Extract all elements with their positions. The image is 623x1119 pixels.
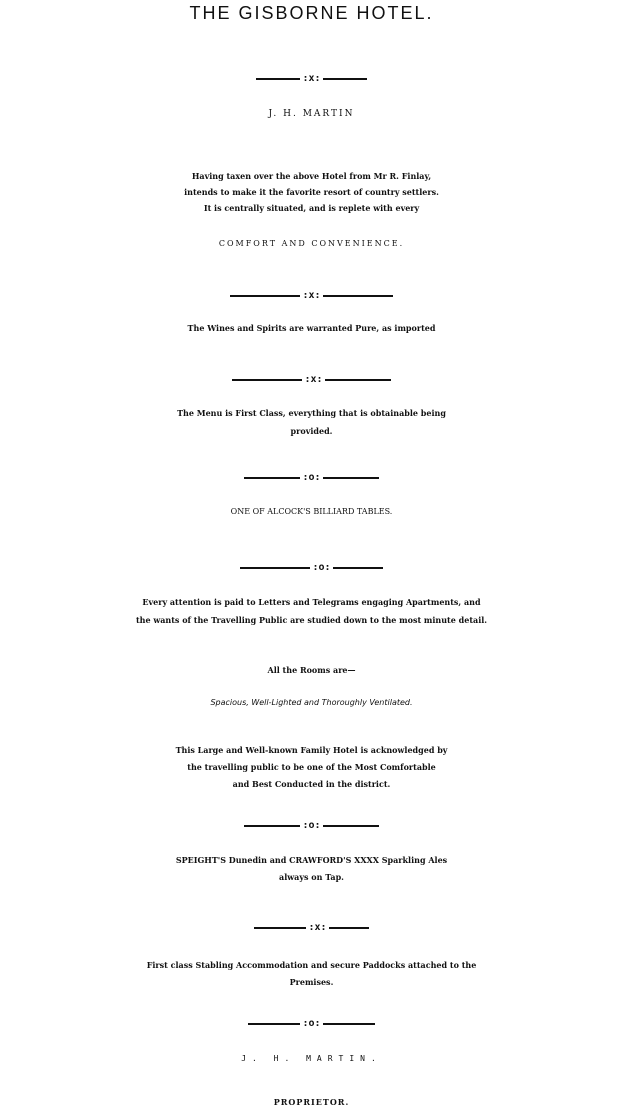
stabling-line-1: First class Stabling Accommodation and secure Paddocks attached to the bbox=[146, 960, 477, 970]
divider bbox=[0, 923, 623, 934]
rooms-line: All the Rooms are— bbox=[267, 665, 356, 675]
divider bbox=[0, 563, 623, 574]
divider-mark: :o: bbox=[302, 820, 321, 831]
divider-mark: :o: bbox=[302, 1018, 321, 1029]
attention-line-2: the wants of the Travelling Public are studied down to the most minute detail. bbox=[135, 615, 488, 625]
divider bbox=[0, 473, 623, 484]
intro-line-2: intends to make it the favorite resort of country settlers. bbox=[184, 187, 439, 197]
divider-mark: :x: bbox=[308, 922, 327, 933]
stabling-line-2: Premises. bbox=[289, 977, 334, 987]
divider bbox=[0, 74, 623, 85]
proprietor-title: PROPRIETOR. bbox=[273, 1097, 350, 1107]
divider bbox=[0, 375, 623, 386]
divider bbox=[0, 821, 623, 832]
divider bbox=[0, 1019, 623, 1030]
proprietor-name-heading: J. H. MARTIN bbox=[268, 109, 355, 119]
ales-line-2: always on Tap. bbox=[279, 872, 344, 882]
divider bbox=[0, 291, 623, 302]
attention-line-1: Every attention is paid to Letters and Telegrams engaging Apartments, and bbox=[142, 597, 481, 607]
family-line-3: and Best Conducted in the district. bbox=[232, 779, 391, 789]
billiard-heading: ONE OF ALCOCK'S BILLIARD TABLES. bbox=[230, 507, 393, 516]
menu-line-2: provided. bbox=[290, 426, 333, 436]
menu-line-1: The Menu is First Class, everything that is obtainable being bbox=[177, 408, 446, 418]
ales-line-1: SPEIGHT'S Dunedin and CRAWFORD'S XXXX Sparkling Ales bbox=[175, 855, 448, 865]
divider-mark: :x: bbox=[302, 73, 321, 84]
wines-line: The Wines and Spirits are warranted Pure, as imported bbox=[187, 323, 436, 333]
family-line-1: This Large and Well-known Family Hotel is acknowledged by bbox=[175, 745, 448, 755]
divider-mark: :o: bbox=[312, 562, 331, 573]
proprietor-signature: J. H. MARTIN. bbox=[241, 1054, 382, 1063]
intro-line-1: Having taxen over the above Hotel from Mr R. Finlay, bbox=[191, 171, 432, 181]
hotel-title: THE GISBORNE HOTEL. bbox=[189, 3, 434, 23]
divider-mark: :o: bbox=[302, 472, 321, 483]
comfort-heading: COMFORT AND CONVENIENCE. bbox=[218, 239, 405, 248]
divider-mark: :x: bbox=[304, 374, 323, 385]
family-line-2: the travelling public to be one of the Most Comfortable bbox=[187, 762, 436, 772]
divider-mark: :x: bbox=[302, 290, 321, 301]
intro-line-3: It is centrally situated, and is replete with every bbox=[203, 203, 420, 213]
spacious-heading: Spacious, Well-Lighted and Thoroughly Ventilated. bbox=[210, 698, 413, 707]
